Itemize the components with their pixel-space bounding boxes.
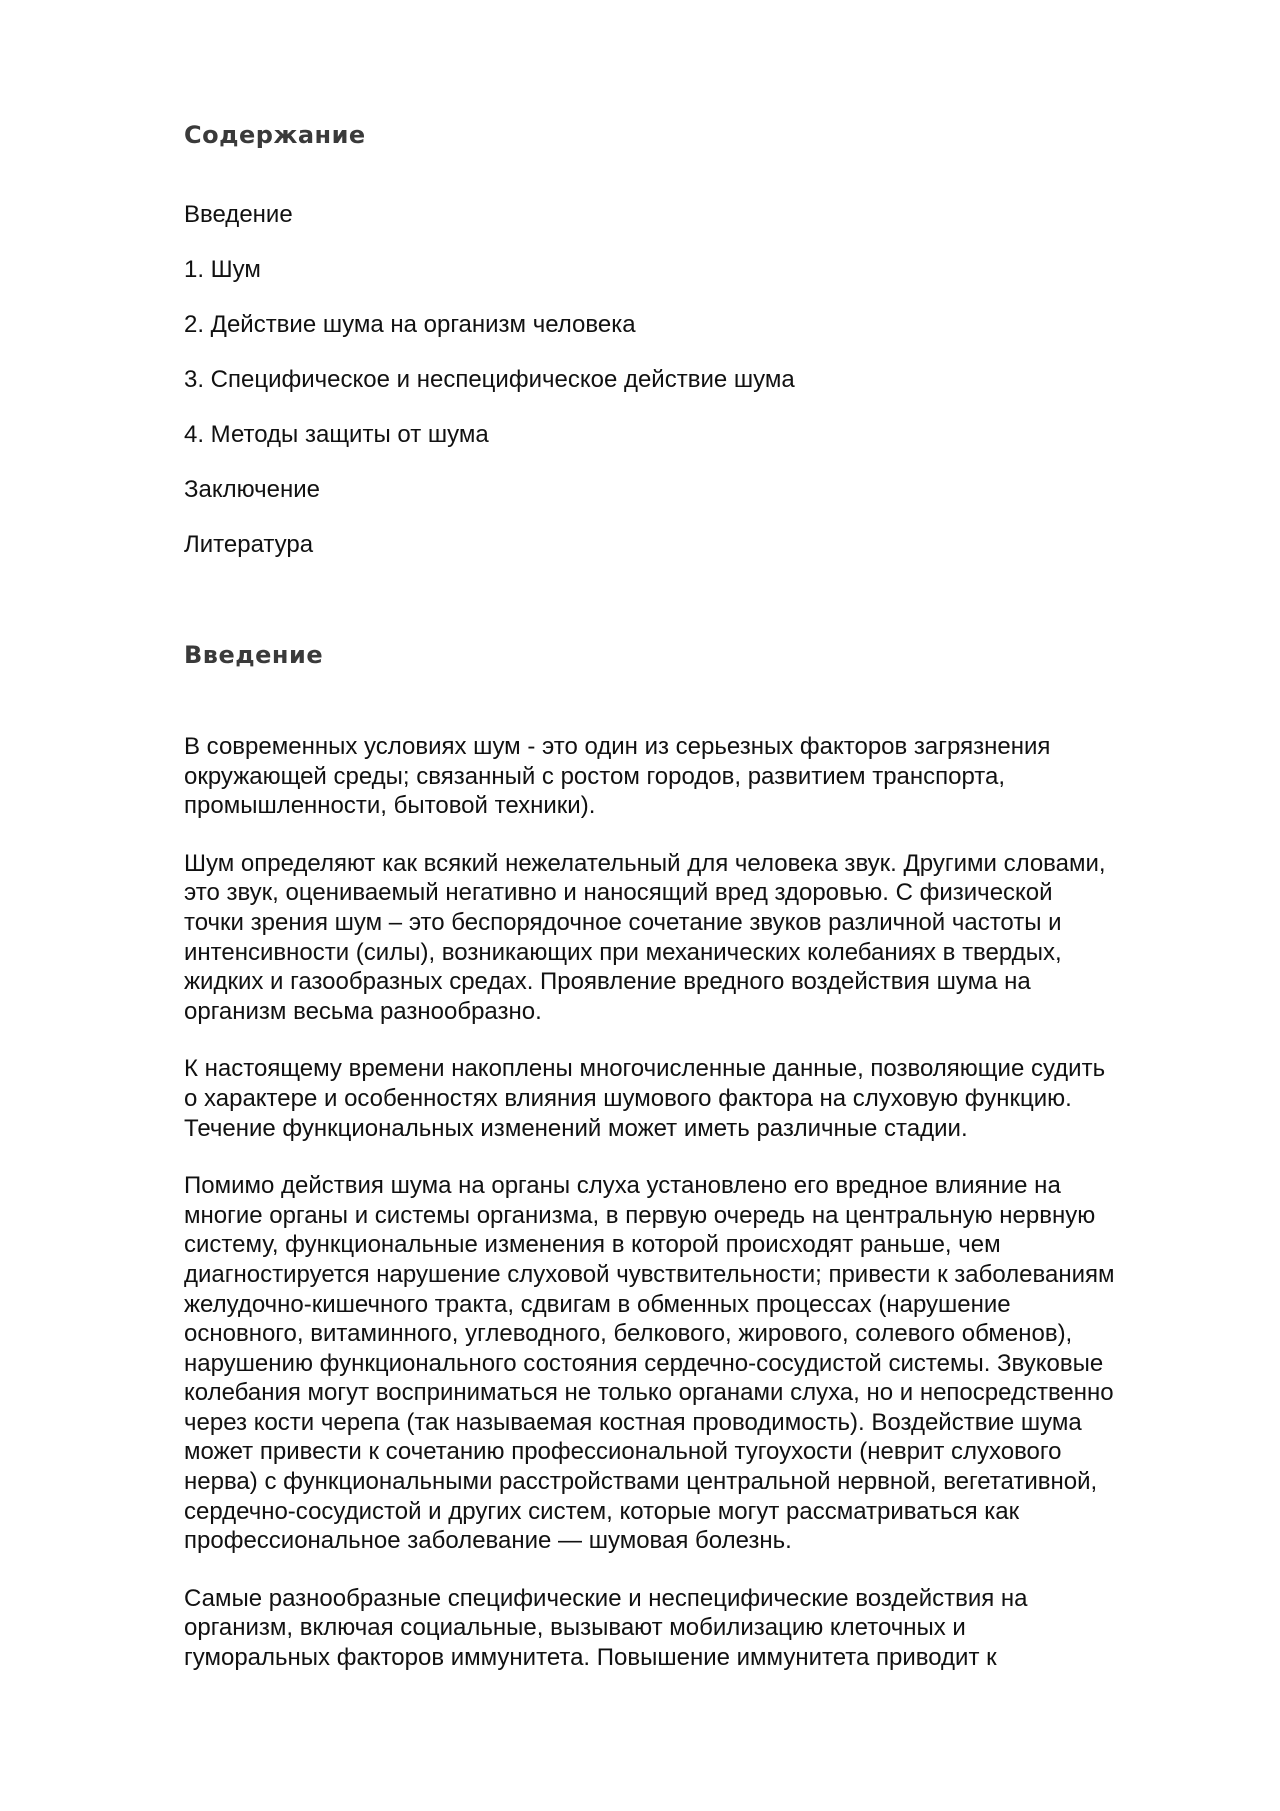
- paragraph-line: интенсивности (силы), возникающих при механических колебаниях в твердых,: [184, 938, 1062, 966]
- paragraph: [184, 849, 1194, 1027]
- toc-item-introduction: Введение: [184, 201, 293, 228]
- paragraph-line: промышленности, бытовой техники).: [184, 792, 596, 820]
- paragraph: [184, 732, 1194, 821]
- paragraph-line: В современных условиях шум - это один из серьезных факторов загрязнения: [184, 733, 1051, 760]
- intro-body: [184, 732, 1194, 1673]
- toc-item-noise: 1. Шум: [184, 256, 261, 283]
- paragraph: [184, 1584, 1194, 1673]
- paragraph-line: Течение функциональных изменений может иметь различные стадии.: [184, 1114, 968, 1142]
- paragraph-line: окружающей среды; связанный с ростом городов, развитием транспорта,: [184, 762, 1006, 790]
- paragraph-line: Помимо действия шума на органы слуха установлено его вредное влияние на: [184, 1172, 1061, 1200]
- paragraph-line: колебания могут восприниматься не только органами слуха, но и непосредственно: [184, 1379, 1114, 1407]
- paragraph-line: организм весьма разнообразно.: [184, 997, 542, 1025]
- paragraph-line: организм, включая социальные, вызывают мобилизацию клеточных и: [184, 1614, 966, 1642]
- paragraph-line: систему, функциональные изменения в которой происходят раньше, чем: [184, 1231, 1001, 1259]
- table-of-contents: [184, 200, 1194, 560]
- toc-item-conclusion: Заключение: [184, 476, 320, 503]
- paragraph-line: К настоящему времени накоплены многочисленные данные, позволяющие судить: [184, 1055, 1106, 1083]
- toc-title: Содержание: [184, 121, 366, 149]
- paragraph: [184, 1171, 1194, 1556]
- paragraph-line: желудочно-кишечного тракта, сдвигам в обменных процессах (нарушение: [184, 1290, 1011, 1318]
- toc-item-protection-methods: 4. Методы защиты от шума: [184, 421, 489, 448]
- paragraph-line: это звук, оцениваемый негативно и наносящий вред здоровью. С физической: [184, 879, 1053, 907]
- paragraph-line: сердечно-сосудистой и других систем, которые могут рассматриваться как: [184, 1497, 1020, 1525]
- paragraph-line: жидких и газообразных средах. Проявление вредного воздействия шума на: [184, 968, 1031, 996]
- paragraph-line: гуморальных факторов иммунитета. Повышение иммунитета приводит к: [184, 1644, 997, 1672]
- paragraph-line: Шум определяют как всякий нежелательный для человека звук. Другими словами,: [184, 849, 1106, 877]
- toc-item-noise-effect: 2. Действие шума на организм человека: [184, 311, 636, 338]
- paragraph-line: профессиональное заболевание — шумовая болезнь.: [184, 1527, 792, 1555]
- paragraph: [184, 1054, 1194, 1143]
- toc-item-literature: Литература: [184, 531, 314, 558]
- document-content: [184, 118, 1194, 1701]
- paragraph-line: основного, витаминного, углеводного, белкового, жирового, солевого обменов),: [184, 1320, 1073, 1348]
- paragraph-line: о характере и особенностях влияния шумового фактора на слуховую функцию.: [184, 1084, 1072, 1112]
- paragraph-line: через кости черепа (так называемая костная проводимость). Воздействие шума: [184, 1408, 1082, 1436]
- paragraph-line: нерва) с функциональными расстройствами центральной нервной, вегетативной,: [184, 1468, 1098, 1496]
- intro-title: Введение: [184, 641, 324, 669]
- toc-item-specific-effect: 3. Специфическое и неспецифическое действие шума: [184, 366, 795, 393]
- paragraph-line: нарушению функционального состояния сердечно-сосудистой системы. Звуковые: [184, 1349, 1104, 1377]
- paragraph-line: диагностируется нарушение слуховой чувствительности; привести к заболеваниям: [184, 1260, 1115, 1288]
- paragraph-line: многие органы и системы организма, в первую очередь на центральную нервную: [184, 1201, 1096, 1229]
- paragraph-line: может привести к сочетанию профессиональной тугоухости (неврит слухового: [184, 1438, 1062, 1466]
- paragraph-line: Самые разнообразные специфические и неспецифические воздействия на: [184, 1584, 1028, 1612]
- paragraph-line: точки зрения шум – это беспорядочное сочетание звуков различной частоты и: [184, 908, 1062, 936]
